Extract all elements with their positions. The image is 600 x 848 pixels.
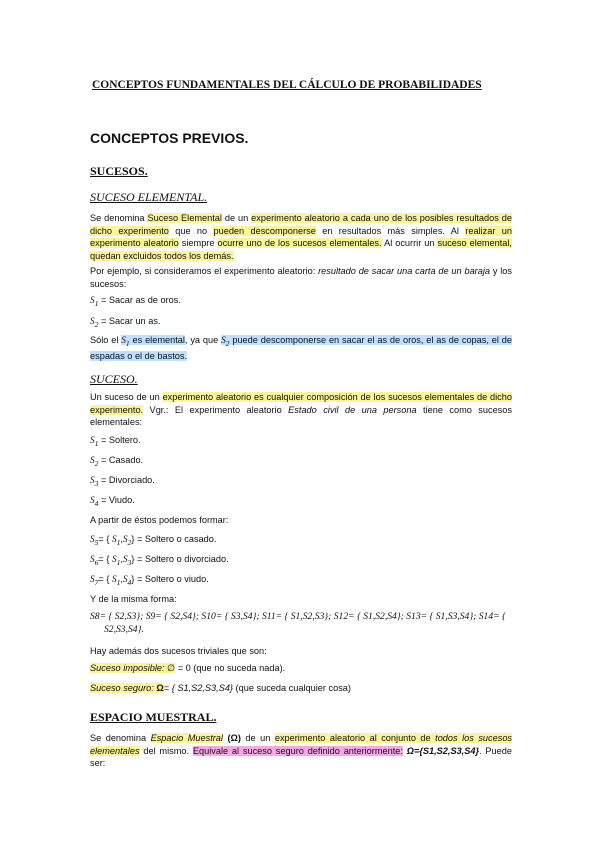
suceso-compuesto-7: $S_7=$ { $S_1,S_4$} = Soltero o viudo. [90,574,209,587]
subscript: 6 [94,557,99,567]
text: Se denomina [90,733,151,743]
text: Al ocurrir un [381,238,438,249]
subscript: 1 [116,557,121,567]
subscript: 4 [127,577,132,587]
suceso-elemental-2: $S_2$ = Casado. [90,455,144,468]
text: Sólo el [90,335,122,345]
paragraph-triviales: Hay además dos sucesos triviales que son: [90,646,267,656]
text: Se denomina [90,213,148,223]
document-title: CONCEPTOS FUNDAMENTALES DEL CÁLCULO DE PROBABILIDADES [92,79,482,91]
subscript: 2 [225,338,230,348]
text: de un [240,733,275,743]
highlight: todos los sucesos elementales [90,733,513,756]
text: Ω={S1,S2,S3,S4} [406,745,480,756]
suceso-elemental-3: $S_3$ = Divorciado. [90,475,155,488]
text: del mismo. [139,745,190,756]
highlight: experimento aleatorio al conjunto de [274,733,436,743]
text: = Casado. [98,455,144,465]
paragraph-ejemplo [90,265,512,290]
text: = Viudo. [98,495,135,505]
text: Vgr.: El experimento aleatorio [143,404,289,415]
text: . Puede ser: [90,745,512,769]
label: Suceso seguro: [90,683,154,693]
sucesos-compuestos-line2: S2,S3,S4}. [104,624,144,635]
subscript: 1 [94,298,99,308]
suceso-seguro [90,682,351,694]
text: = Sacar as de oros. [98,295,181,305]
text: = { S1,S2,S3,S4} [163,683,233,693]
heading-espacio-muestral: ESPACIO MUESTRAL. [90,710,217,724]
subscript: 1 [94,438,99,448]
subscript: 3 [94,478,99,488]
text: (que suceda cualquier cosa) [233,683,351,693]
text: es elemental [129,335,185,345]
text: Por ejemplo, si consideramos el experimento aleatorio: [90,266,319,276]
highlight: experimento aleatorio es cualquier composición de los sucesos elementales de dicho experimento. [90,392,512,415]
highlight: experimento aleatorio a cada uno de los posibles resultados de dicho experimento [90,213,512,236]
text: = Divorciado. [98,475,155,485]
highlight: realizar un experimento aleatorio [90,225,512,249]
subscript: 1 [116,577,121,587]
label: Suceso imposible: [90,663,165,673]
text: = Sacar un as. [98,316,161,326]
text: = Soltero o casado. [134,534,217,544]
subscript: 2 [127,537,132,547]
subscript: 3 [127,557,132,567]
highlight: Equivale al suceso seguro definido anteriormente: [192,745,403,756]
empty-set-symbol: ∅ [167,663,176,674]
text: siempre [178,238,218,249]
text: y los sucesos: [90,266,512,289]
text: = Soltero o divorciado. [134,554,229,564]
symbol: S [221,335,226,345]
highlight: pueden descomponerse [213,225,316,236]
omega-symbol: Ω [156,683,164,693]
text: puede descomponerse en sacar el as de oros, el as de copas, el de espadas o el de bastos. [90,335,512,362]
symbol: S [90,316,95,326]
text: = Soltero o viudo. [134,574,209,584]
subscript: 1 [116,537,121,547]
subscript: 2 [94,458,99,468]
paragraph-suceso-elemental [90,212,512,262]
text: Estado civil de una persona [288,404,417,415]
suceso-compuesto-6: $S_6=$ { $S_1,S_3$} = Soltero o divorciado. [90,554,229,567]
text: = 0 (que no suceda nada). [175,663,286,673]
suceso-compuesto-5: $S_5=$ { $S_1,S_2$} = Soltero o casado. [90,534,217,547]
subscript: 1 [125,338,130,348]
text: (Ω) [222,733,241,743]
highlight: suceso elemental, quedan excluidos todos los demás. [90,238,512,261]
text: que no [168,225,214,236]
text: tiene como sucesos elementales: [90,404,512,428]
text: Un suceso de un [90,392,163,402]
suceso-elemental-1: $S_1$ = Soltero. [90,435,141,448]
heading-conceptos-previos: CONCEPTOS PREVIOS. [90,130,249,146]
heading-suceso: SUCESO. [90,372,138,386]
suceso-s2 [90,315,160,331]
text: de un [221,213,252,223]
highlight: Espacio Muestral [150,733,223,743]
subscript: 4 [94,498,99,508]
symbol: S [90,295,95,305]
symbol: S [121,335,126,345]
text: = Soltero. [98,435,141,445]
paragraph-a-partir: A partir de éstos podemos formar: [90,515,229,525]
paragraph-solo-s1 [90,334,512,363]
suceso-s1 [90,294,181,310]
heading-suceso-elemental: SUCESO ELEMENTAL. [90,190,208,204]
suceso-imposible [90,662,285,675]
paragraph-suceso [90,391,512,429]
subscript: 7 [94,577,99,587]
text: , ya que [184,335,222,345]
text: resultado de sacar una carta de un baraja [318,266,491,276]
highlight: ocurre uno de los sucesos elementales. [217,238,382,249]
suceso-elemental-4: $S_4$ = Viudo. [90,495,135,508]
paragraph-misma-forma: Y de la misma forma: [90,594,177,604]
heading-sucesos: SUCESOS. [90,164,148,178]
paragraph-espacio-muestral [90,732,512,770]
text: en resultados más simples. Al [315,225,466,236]
subscript: 2 [94,319,99,329]
highlight: Suceso Elemental [147,213,222,223]
sucesos-compuestos-line1: S8= { S2,S3}; S9= { S2,S4}; S10= { S3,S4}; S11= { S1,S2,S3}; S12= { S1,S2,S4}; S13= { S1,S3,S4}; S14= { [90,611,506,622]
subscript: 5 [94,537,99,547]
